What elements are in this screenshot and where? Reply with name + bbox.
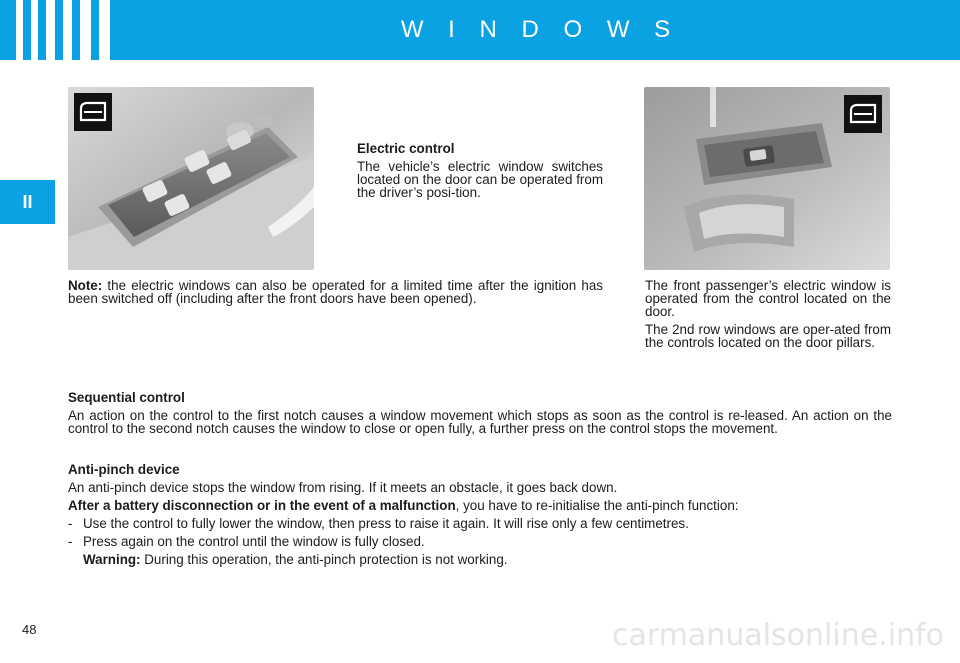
page-number: 48 xyxy=(22,622,37,637)
battery-rest: , you have to re-initialise the anti-pinch function: xyxy=(455,498,739,513)
anti-pinch-section xyxy=(68,461,892,569)
battery-paragraph xyxy=(68,497,892,515)
sequential-heading: Sequential control xyxy=(68,390,185,405)
warning-label: Warning: xyxy=(83,552,141,567)
sequential-body: An action on the control to the first notch causes a window movement which stops as soon as the control is re-leased. An action on the control to the second notch causes the window to close or open fully, a further press on the control stops the movement. xyxy=(68,408,892,436)
electric-control-heading: Electric control xyxy=(357,141,455,156)
warning-row xyxy=(68,551,892,569)
electric-control-body: The vehicle’s electric window switches located on the door can be operated from the driver’s posi-tion. xyxy=(357,159,603,200)
page-title: W I N D O W S xyxy=(400,16,680,43)
battery-bold: After a battery disconnection or in the event of a malfunction xyxy=(68,498,456,513)
anti-pinch-body: An anti-pinch device stops the window from rising. If it meets an obstacle, it goes back down. xyxy=(68,480,618,495)
list-item xyxy=(68,515,892,533)
chapter-tab xyxy=(0,180,55,224)
note-paragraph xyxy=(68,279,603,305)
passenger-section xyxy=(645,279,891,349)
list-item xyxy=(68,533,892,551)
electric-control-section xyxy=(357,142,603,199)
passenger-switch-photo xyxy=(644,87,890,270)
chapter-tab-label: II xyxy=(22,191,33,212)
driver-switch-photo xyxy=(68,87,314,270)
sequential-section xyxy=(68,391,892,435)
watermark: carmanualsonline.info xyxy=(612,618,944,653)
car-door-icon xyxy=(74,93,112,131)
note-body: the electric windows can also be operated for a limited time after the ignition has been switched off (including after the front doors have been opened). xyxy=(68,278,603,306)
passenger-para-1: The front passenger’s electric window is operated from the control located on the door. xyxy=(645,278,891,319)
warning-text: During this operation, the anti-pinch protection is not working. xyxy=(140,552,508,567)
list-dash: - xyxy=(68,516,73,531)
list-dash: - xyxy=(68,534,73,549)
step-text: Use the control to fully lower the window, then press to raise it again. It will rise only a few centimetres. xyxy=(83,516,689,531)
note-label: Note: xyxy=(68,278,103,293)
passenger-para-2: The 2nd row windows are oper-ated from the controls located on the door pillars. xyxy=(645,322,891,350)
header-bar xyxy=(0,0,960,60)
steps-list xyxy=(68,515,892,569)
car-door-icon xyxy=(844,95,882,133)
step-text: Press again on the control until the window is fully closed. xyxy=(83,534,425,549)
anti-pinch-heading: Anti-pinch device xyxy=(68,462,180,477)
